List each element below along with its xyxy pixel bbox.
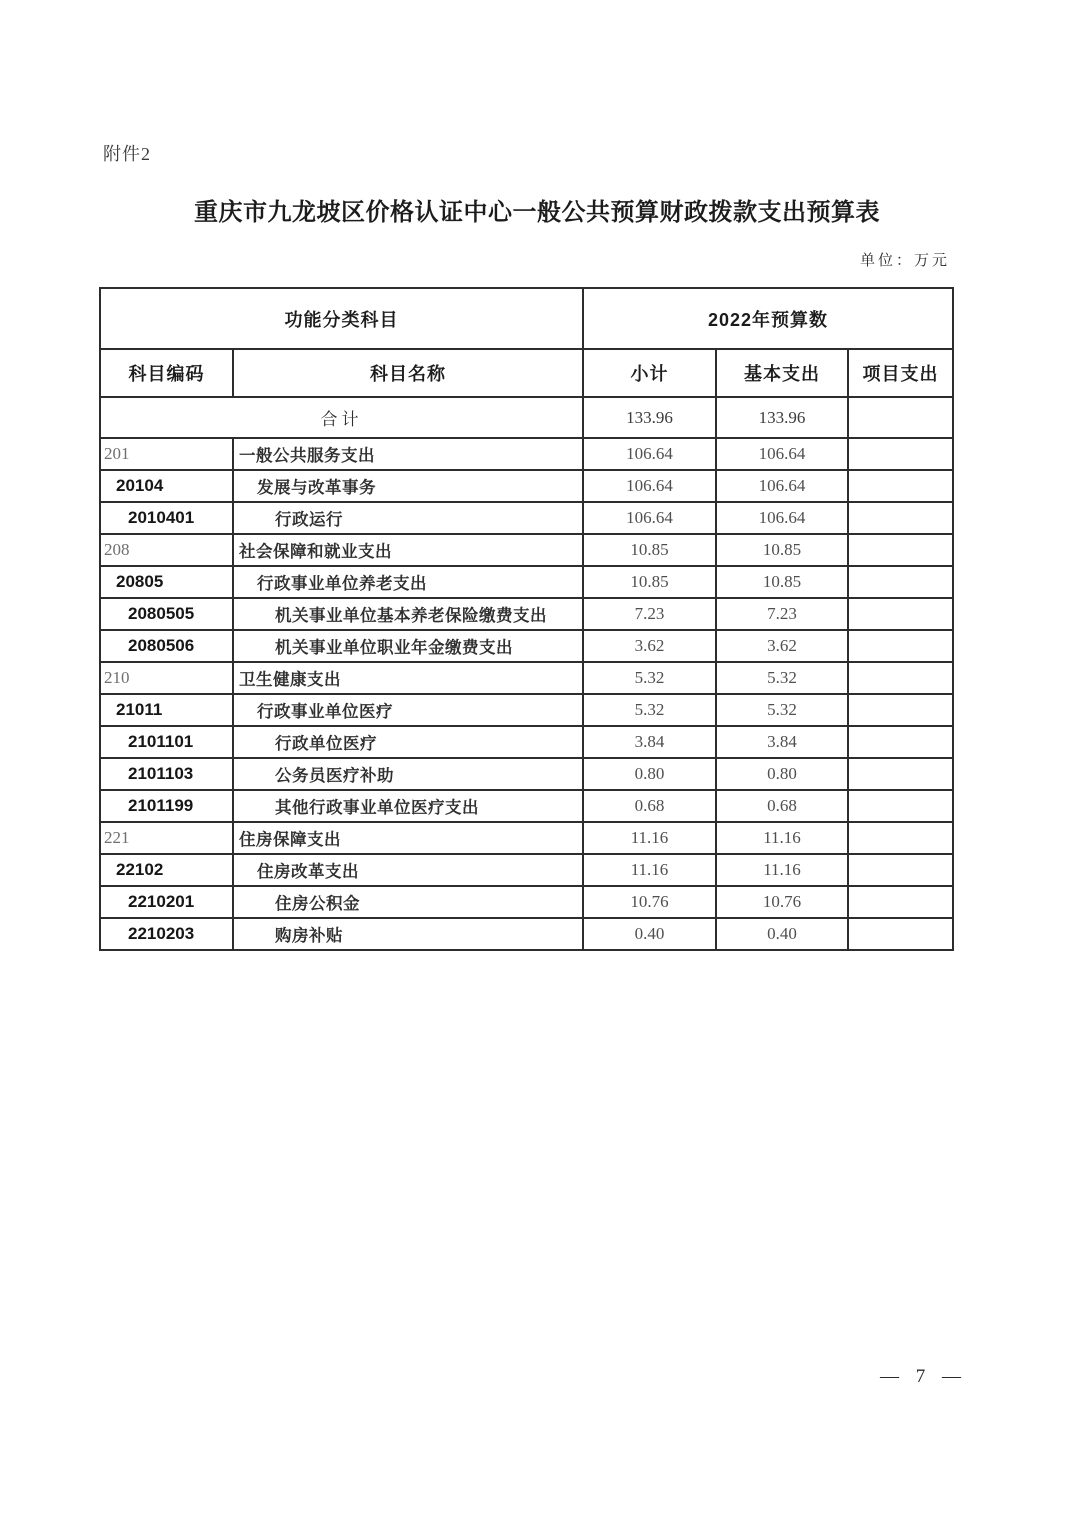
- subject-name: 住房公积金: [233, 886, 583, 918]
- total-subtotal: 133.96: [583, 397, 716, 438]
- total-basic: 133.96: [716, 397, 848, 438]
- basic-expense-value: 10.85: [716, 534, 848, 566]
- subject-name: 公务员医疗补助: [233, 758, 583, 790]
- subject-code: 2080505: [100, 598, 233, 630]
- project-expense-value: [848, 534, 953, 566]
- basic-expense-value: 3.84: [716, 726, 848, 758]
- subject-code: 2080506: [100, 630, 233, 662]
- subject-name: 社会保障和就业支出: [233, 534, 583, 566]
- subject-name: 购房补贴: [233, 918, 583, 950]
- column-header-subtotal: 小计: [583, 349, 716, 397]
- subtotal-value: 3.84: [583, 726, 716, 758]
- project-expense-value: [848, 918, 953, 950]
- subject-code: 22102: [100, 854, 233, 886]
- header-function-category: 功能分类科目: [100, 288, 583, 349]
- page-number: — 7 —: [880, 1366, 967, 1387]
- basic-expense-value: 106.64: [716, 470, 848, 502]
- basic-expense-value: 5.32: [716, 694, 848, 726]
- table-row: [100, 502, 953, 534]
- subject-code: 208: [100, 534, 233, 566]
- project-expense-value: [848, 822, 953, 854]
- basic-expense-value: 0.68: [716, 790, 848, 822]
- table-row: [100, 534, 953, 566]
- subject-name: 机关事业单位职业年金缴费支出: [233, 630, 583, 662]
- project-expense-value: [848, 886, 953, 918]
- table-row: [100, 598, 953, 630]
- subject-name: 行政事业单位养老支出: [233, 566, 583, 598]
- basic-expense-value: 0.80: [716, 758, 848, 790]
- project-expense-value: [848, 566, 953, 598]
- subject-name: 机关事业单位基本养老保险缴费支出: [233, 598, 583, 630]
- basic-expense-value: 106.64: [716, 438, 848, 470]
- subject-name: 一般公共服务支出: [233, 438, 583, 470]
- subtotal-value: 11.16: [583, 854, 716, 886]
- attachment-label: 附件2: [103, 144, 151, 164]
- table-row: [100, 470, 953, 502]
- column-header-subject-code: 科目编码: [100, 349, 233, 397]
- unit-label: 单位：万元: [859, 253, 950, 269]
- subject-code: 210: [100, 662, 233, 694]
- page-title: 重庆市九龙坡区价格认证中心一般公共预算财政拨款支出预算表: [194, 200, 880, 226]
- subtotal-value: 3.62: [583, 630, 716, 662]
- header-columns-row: [100, 349, 953, 397]
- project-expense-value: [848, 502, 953, 534]
- subject-name: 卫生健康支出: [233, 662, 583, 694]
- subtotal-value: 106.64: [583, 438, 716, 470]
- subtotal-value: 0.68: [583, 790, 716, 822]
- basic-expense-value: 11.16: [716, 822, 848, 854]
- subtotal-value: 5.32: [583, 662, 716, 694]
- project-expense-value: [848, 726, 953, 758]
- project-expense-value: [848, 630, 953, 662]
- header-group-row: [100, 288, 953, 349]
- project-expense-value: [848, 598, 953, 630]
- subject-code: 201: [100, 438, 233, 470]
- subtotal-value: 10.76: [583, 886, 716, 918]
- subtotal-value: 106.64: [583, 470, 716, 502]
- subject-name: 行政事业单位医疗: [233, 694, 583, 726]
- project-expense-value: [848, 694, 953, 726]
- subtotal-value: 0.80: [583, 758, 716, 790]
- subject-code: 2210203: [100, 918, 233, 950]
- basic-expense-value: 10.85: [716, 566, 848, 598]
- project-expense-value: [848, 470, 953, 502]
- table-row: [100, 758, 953, 790]
- column-header-project-expense: 项目支出: [848, 349, 953, 397]
- table-row: [100, 854, 953, 886]
- subject-code: 221: [100, 822, 233, 854]
- column-header-subject-name: 科目名称: [233, 349, 583, 397]
- table-row: [100, 918, 953, 950]
- project-expense-value: [848, 790, 953, 822]
- subject-code: 2101103: [100, 758, 233, 790]
- subject-name: 住房改革支出: [233, 854, 583, 886]
- subject-code: 2210201: [100, 886, 233, 918]
- subject-name: 行政单位医疗: [233, 726, 583, 758]
- subject-code: 21011: [100, 694, 233, 726]
- table-row: [100, 438, 953, 470]
- basic-expense-value: 3.62: [716, 630, 848, 662]
- basic-expense-value: 7.23: [716, 598, 848, 630]
- subject-name: 住房保障支出: [233, 822, 583, 854]
- project-expense-value: [848, 438, 953, 470]
- table-row: [100, 566, 953, 598]
- header-budget-2022: 2022年预算数: [583, 288, 953, 349]
- subtotal-value: 0.40: [583, 918, 716, 950]
- subject-code: 2101101: [100, 726, 233, 758]
- total-label: 合计: [100, 397, 583, 438]
- subject-code: 2101199: [100, 790, 233, 822]
- basic-expense-value: 106.64: [716, 502, 848, 534]
- subtotal-value: 5.32: [583, 694, 716, 726]
- table-row: [100, 790, 953, 822]
- subject-code: 20805: [100, 566, 233, 598]
- basic-expense-value: 10.76: [716, 886, 848, 918]
- table-row: [100, 630, 953, 662]
- table-row: [100, 662, 953, 694]
- total-project: [848, 397, 953, 438]
- project-expense-value: [848, 854, 953, 886]
- table-row: [100, 726, 953, 758]
- table-row: [100, 886, 953, 918]
- subtotal-value: 11.16: [583, 822, 716, 854]
- project-expense-value: [848, 662, 953, 694]
- subject-name: 其他行政事业单位医疗支出: [233, 790, 583, 822]
- subject-name: 行政运行: [233, 502, 583, 534]
- project-expense-value: [848, 758, 953, 790]
- table-row: [100, 694, 953, 726]
- basic-expense-value: 0.40: [716, 918, 848, 950]
- basic-expense-value: 5.32: [716, 662, 848, 694]
- subtotal-value: 10.85: [583, 566, 716, 598]
- subtotal-value: 10.85: [583, 534, 716, 566]
- subject-code: 20104: [100, 470, 233, 502]
- table-row: [100, 822, 953, 854]
- total-row: [100, 397, 953, 438]
- subject-name: 发展与改革事务: [233, 470, 583, 502]
- subject-code: 2010401: [100, 502, 233, 534]
- column-header-basic-expense: 基本支出: [716, 349, 848, 397]
- subtotal-value: 106.64: [583, 502, 716, 534]
- basic-expense-value: 11.16: [716, 854, 848, 886]
- subtotal-value: 7.23: [583, 598, 716, 630]
- budget-table: [99, 287, 954, 951]
